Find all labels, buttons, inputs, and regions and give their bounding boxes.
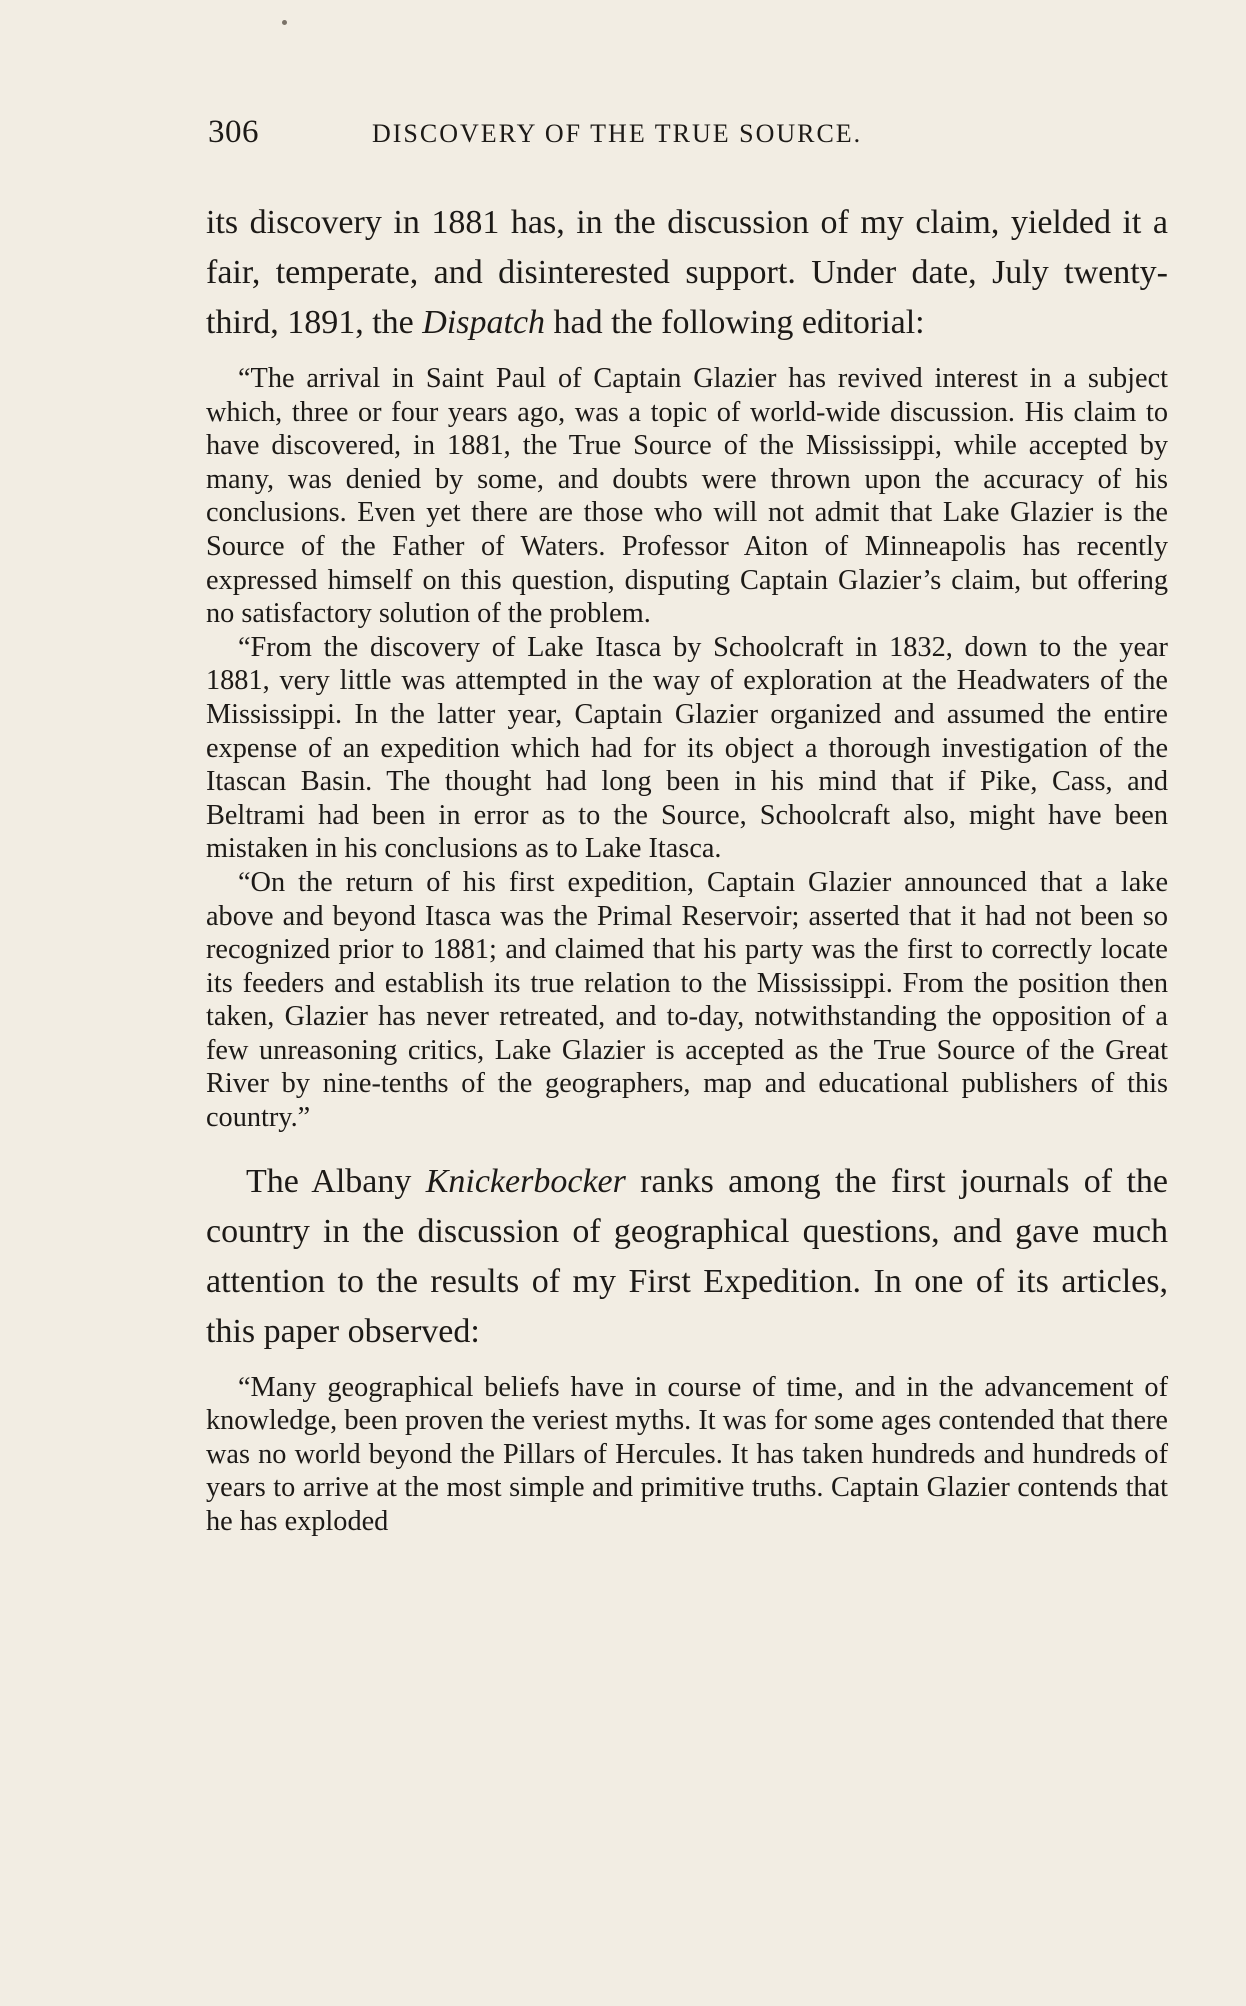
- page-body: [206, 198, 1168, 1561]
- knickerbocker-title: Knickerbocker: [425, 1162, 626, 1200]
- knickerbocker-paragraph: [206, 1157, 1168, 1357]
- page-number: 306: [208, 114, 259, 150]
- quote-paragraph: “From the discovery of Lake Itasca by Schoolcraft in 1832, down to the year 1881, very little was attempted in the way of exploration at the Headwaters of the Mississippi. In the latter year, Captain Glazier organized and assumed the entire expense of an expedition which had for its object a thorough investigation of the Itascan Basin. The thought had long been in his mind that if Pike, Cass, and Beltrami had been in error as to the Source, Schoolcraft also, might have been mistaken in his conclusions as to Lake Itasca.: [206, 631, 1168, 865]
- intro-text-end: had the following editorial:: [545, 304, 925, 341]
- knickerbocker-quote: [206, 1371, 1168, 1539]
- intro-text-start: its discovery in 1881 has, in the discussion of my claim, yielded it a fair, temperate, and disinterested support. Under date, July twenty-third, 1891, the: [206, 204, 1168, 341]
- second-text-end: ranks among the first journals of the country in the discussion of geographical questions, and gave much attention to the results of my First Expedition. In one of its articles, this paper observed:: [206, 1162, 1168, 1350]
- dispatch-editorial-quote: [206, 362, 1168, 1135]
- running-title: DISCOVERY OF THE TRUE SOURCE.: [372, 119, 863, 148]
- quote-paragraph: “On the return of his first expedition, Captain Glazier announced that a lake above and beyond Itasca was the Primal Reservoir; asserted that it had not been so recognized prior to 1881; and claimed that his party was the first to correctly locate its feeders and establish its true relation to the Mississippi. From the position then taken, Glazier has never retreated, and to-day, notwithstanding the opposition of a few unreasoning critics, Lake Glazier is accepted as the True Source of the Great River by nine-tenths of the geographers, map and educational publishers of this country.”: [206, 866, 1168, 1134]
- dispatch-title: Dispatch: [422, 304, 546, 341]
- second-text-start: The Albany: [246, 1162, 426, 1200]
- intro-paragraph: [206, 198, 1168, 348]
- page-header: [208, 114, 1168, 158]
- ink-speck: [282, 20, 287, 25]
- quote-paragraph: “The arrival in Saint Paul of Captain Glazier has revived interest in a subject which, three or four years ago, was a topic of world-wide discussion. His claim to have discovered, in 1881, the True Source of the Mississippi, while accepted by many, was denied by some, and doubts were thrown upon the accuracy of his conclusions. Even yet there are those who will not admit that Lake Glazier is the Source of the Father of Waters. Professor Aiton of Minneapolis has recently expressed himself on this question, disputing Captain Glazier’s claim, but offering no satisfactory solution of the problem.: [206, 363, 1168, 630]
- quote-paragraph: “Many geographical beliefs have in course of time, and in the advancement of knowledge, been proven the veriest myths. It was for some ages contended that there was no world beyond the Pillars of Hercules. It has taken hundreds and hundreds of years to arrive at the most simple and primitive truths. Captain Glazier contends that he has exploded: [206, 1371, 1168, 1538]
